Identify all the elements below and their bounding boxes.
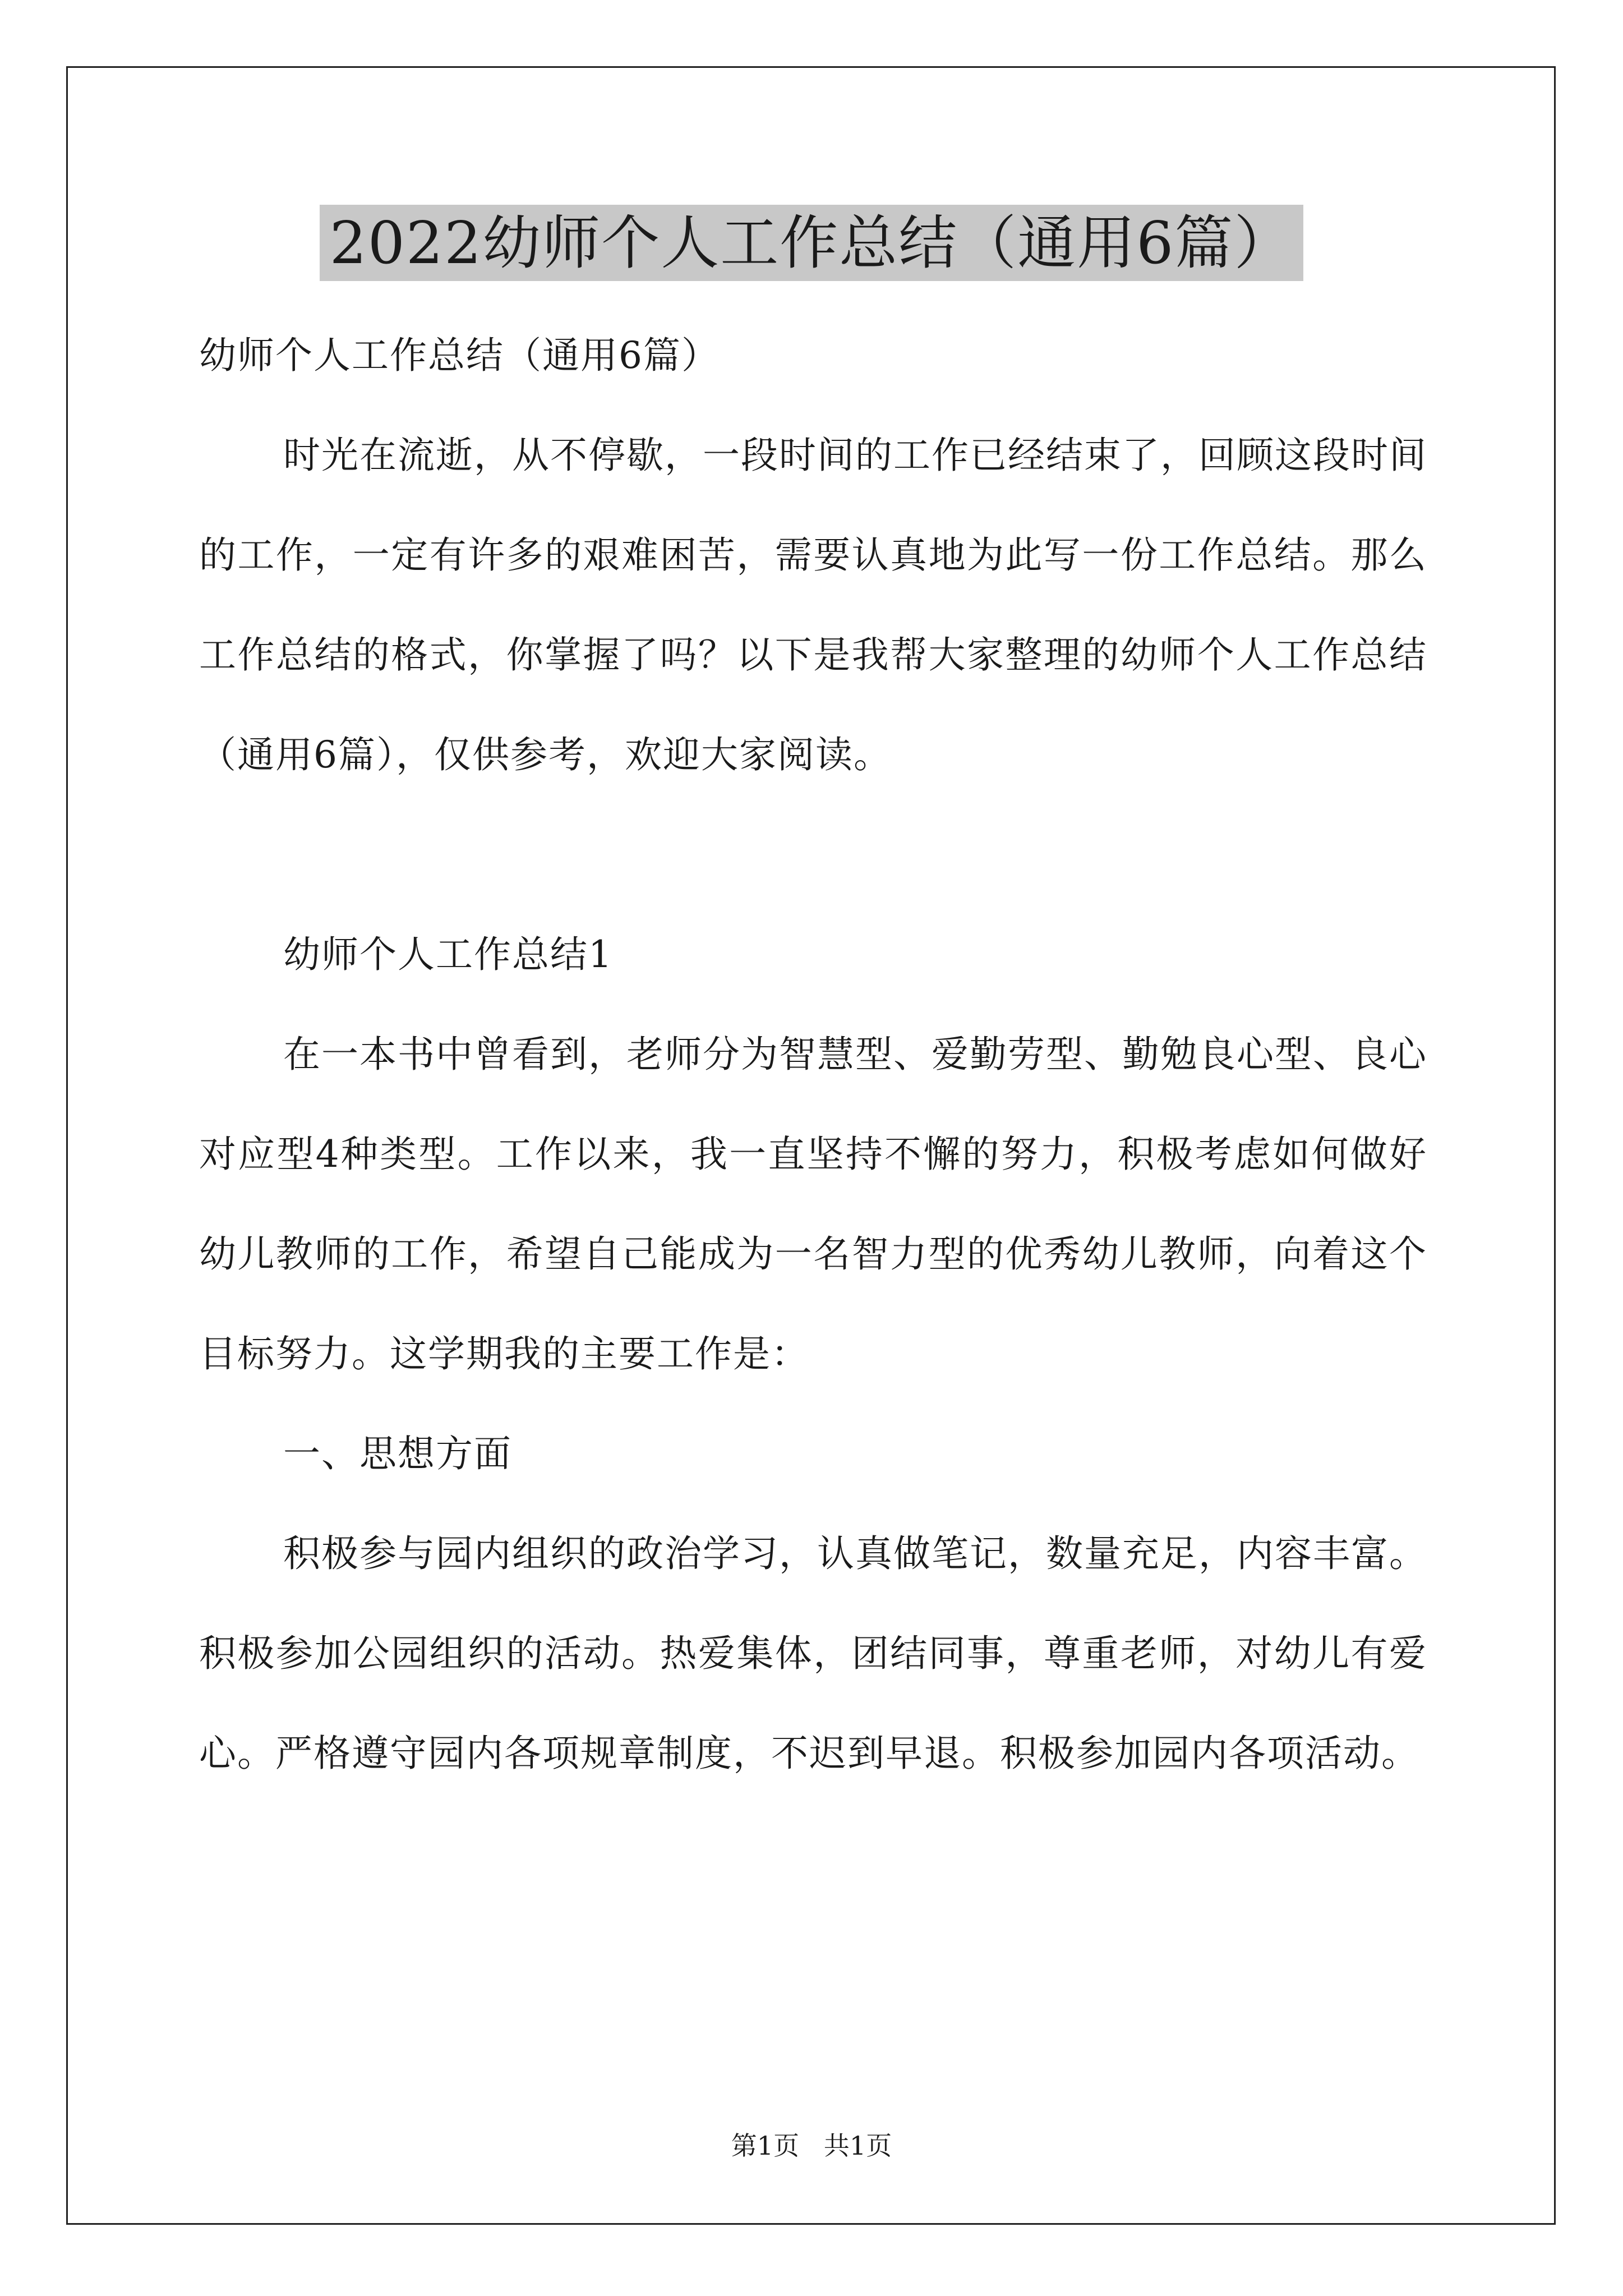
title-container: [0, 205, 1623, 281]
section-heading-thought: 一、思想方面: [283, 1432, 512, 1475]
section-title: 幼师个人工作总结1: [283, 933, 613, 976]
blank-line: [199, 805, 1427, 905]
intro-paragraph: 时光在流逝，从不停歇，一段时间的工作已经结束了，回顾这段时间的工作，一定有许多的艰难困苦，需要认真地为此写一份工作总结。那么工作总结的格式，你掌握了吗？以下是我帮大家整理的幼师个人工作总结（通用6篇），仅供参考，欢迎大家阅读。: [199, 434, 1427, 776]
page-footer: 第1页 共1页: [731, 2131, 892, 2161]
body-paragraph-2: 积极参与园内组织的政治学习，认真做笔记，数量充足，内容丰富。积极参加公园组织的活动。热爱集体，团结同事，尊重老师，对幼儿有爱心。严格遵守园内各项规章制度，不迟到早退。积极参加园内各项活动。: [199, 1532, 1427, 1775]
document-subtitle: 幼师个人工作总结（通用6篇）: [199, 334, 720, 377]
document-body: [199, 306, 1427, 1803]
document-title: 2022幼师个人工作总结（通用6篇）: [320, 205, 1304, 281]
body-paragraph-1: 在一本书中曾看到，老师分为智慧型、爱勤劳型、勤勉良心型、良心对应型4种类型。工作以来，我一直坚持不懈的努力，积极考虑如何做好幼儿教师的工作，希望自己能成为一名智力型的优秀幼儿教师，向着这个目标努力。这学期我的主要工作是：: [199, 1033, 1427, 1375]
